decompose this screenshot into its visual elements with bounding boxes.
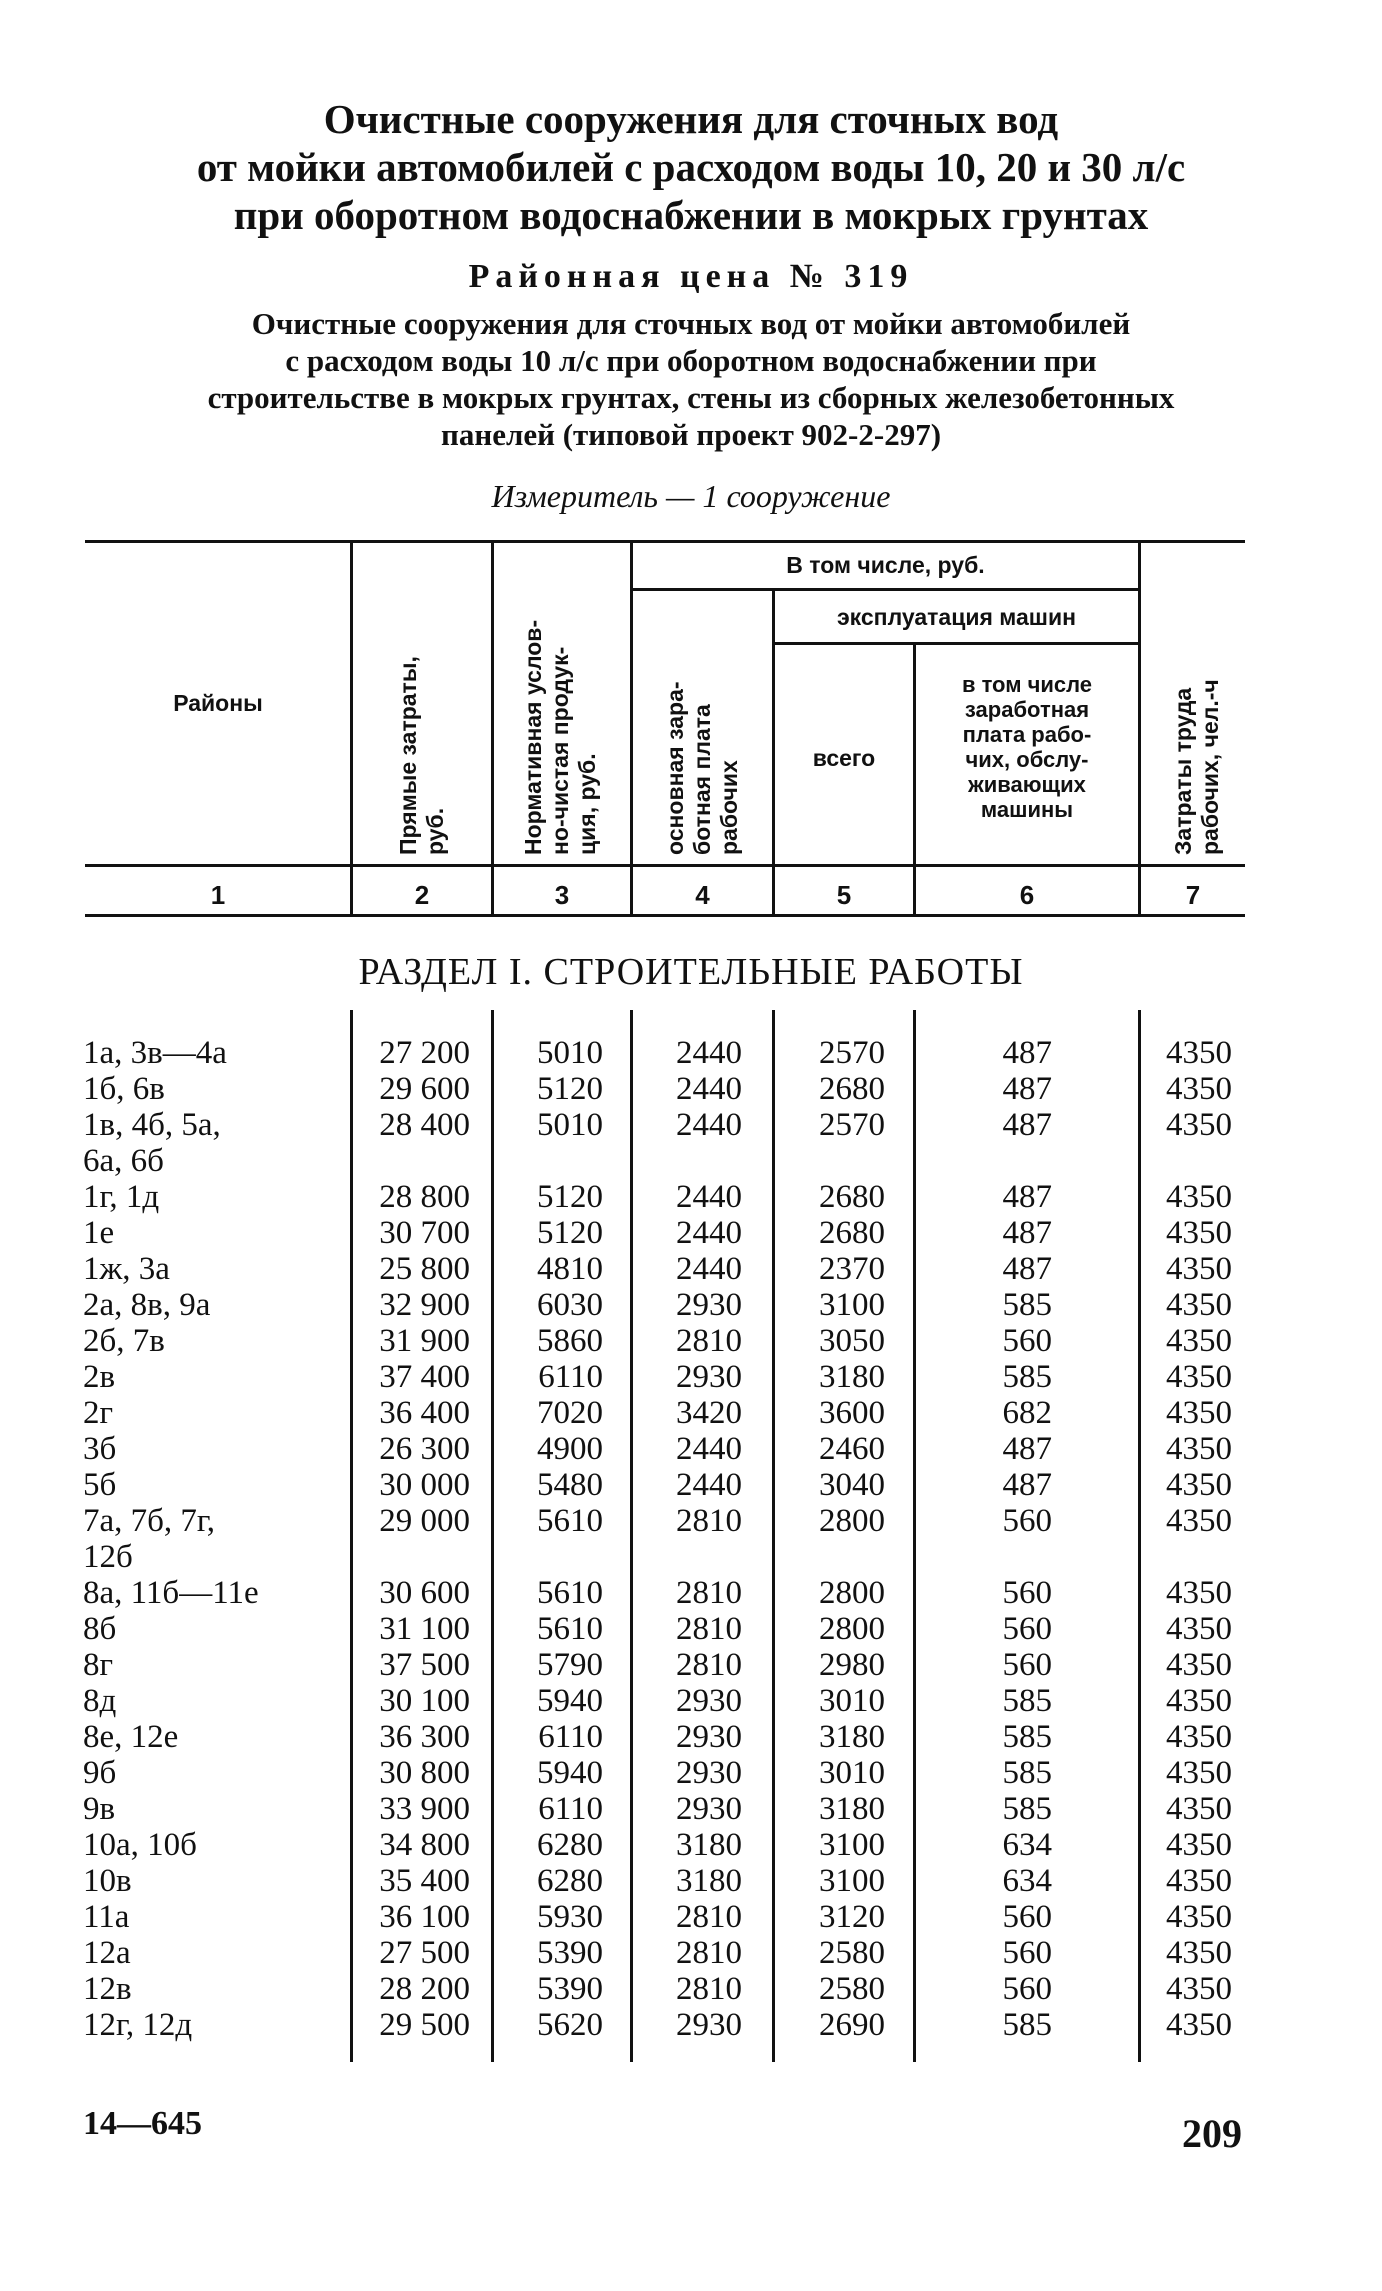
- table-row: [0, 1539, 1382, 1575]
- value-cell-c4: 2930: [676, 1683, 742, 1719]
- value-cell-c6: 560: [1002, 1899, 1052, 1935]
- value-cell-c6: 487: [1002, 1071, 1052, 1107]
- value-cell-c5: 2580: [819, 1935, 885, 1971]
- value-cell-c4: 2440: [676, 1431, 742, 1467]
- value-cell-c6: 585: [1002, 1755, 1052, 1791]
- value-cell-c5: 2690: [819, 2007, 885, 2043]
- table-row: [0, 1179, 1382, 1215]
- machines-rule: [775, 642, 1138, 645]
- value-cell-c4: 2440: [676, 1071, 742, 1107]
- including-rule: [633, 588, 1138, 591]
- value-cell-c6: 634: [1002, 1863, 1052, 1899]
- value-cell-c7: 4350: [1166, 1215, 1232, 1251]
- value-cell-c3: 6110: [538, 1719, 603, 1755]
- value-cell-c2: 30 100: [379, 1683, 470, 1719]
- value-cell-c6: 682: [1002, 1395, 1052, 1431]
- value-cell-c2: 26 300: [379, 1431, 470, 1467]
- value-cell-c7: 4350: [1166, 1863, 1232, 1899]
- header-divider: [630, 541, 633, 915]
- region-cell: 12а: [83, 1935, 131, 1971]
- table-row: [0, 1215, 1382, 1251]
- value-cell-c7: 4350: [1166, 1431, 1232, 1467]
- value-cell-c7: 4350: [1166, 1791, 1232, 1827]
- value-cell-c3: 4810: [537, 1251, 603, 1287]
- value-cell-c4: 2810: [676, 1935, 742, 1971]
- region-cell: 8д: [83, 1683, 117, 1719]
- table-row: [0, 1251, 1382, 1287]
- value-cell-c3: 4900: [537, 1431, 603, 1467]
- value-cell-c5: 2980: [819, 1647, 885, 1683]
- value-cell-c4: 2930: [676, 1791, 742, 1827]
- value-cell-c7: 4350: [1166, 1719, 1232, 1755]
- value-cell-c2: 29 600: [379, 1071, 470, 1107]
- region-cell: 5б: [83, 1467, 117, 1503]
- value-cell-c6: 560: [1002, 1935, 1052, 1971]
- column-number: 1: [210, 880, 226, 910]
- header-bottom-rule: [85, 864, 1245, 867]
- column-number: 2: [414, 880, 430, 910]
- table-row: [0, 1467, 1382, 1503]
- region-cell: 2б, 7в: [83, 1323, 165, 1359]
- value-cell-c5: 2800: [819, 1611, 885, 1647]
- region-cell: 11а: [83, 1899, 130, 1935]
- header-including-wage: в том числе заработная плата рабо- чих, обслу- живающих машины: [961, 672, 1093, 822]
- value-cell-c4: 2930: [676, 1755, 742, 1791]
- region-cell: 8е, 12е: [83, 1719, 179, 1755]
- value-cell-c2: 37 400: [379, 1359, 470, 1395]
- value-cell-c4: 2440: [676, 1179, 742, 1215]
- value-cell-c7: 4350: [1166, 1359, 1232, 1395]
- region-cell: 2а, 8в, 9а: [83, 1287, 211, 1323]
- value-cell-c6: 585: [1002, 1287, 1052, 1323]
- value-cell-c3: 5620: [537, 2007, 603, 2043]
- table-row: [0, 1971, 1382, 2007]
- value-cell-c5: 3010: [819, 1683, 885, 1719]
- value-cell-c7: 4350: [1166, 2007, 1232, 2043]
- value-cell-c3: 5930: [537, 1899, 603, 1935]
- table-row: [0, 1791, 1382, 1827]
- value-cell-c7: 4350: [1166, 1251, 1232, 1287]
- title-line: при оборотном водоснабжении в мокрых грунтах: [233, 192, 1149, 238]
- value-cell-c7: 4350: [1166, 1107, 1232, 1143]
- value-cell-c5: 3040: [819, 1467, 885, 1503]
- region-cell: 10в: [83, 1863, 132, 1899]
- value-cell-c2: 36 300: [379, 1719, 470, 1755]
- value-cell-c4: 2440: [676, 1107, 742, 1143]
- region-cell: 1в, 4б, 5а,: [83, 1107, 221, 1143]
- table-row: [0, 1107, 1382, 1143]
- value-cell-c5: 3600: [819, 1395, 885, 1431]
- value-cell-c6: 585: [1002, 1359, 1052, 1395]
- value-cell-c4: 2440: [676, 1035, 742, 1071]
- column-number: 3: [554, 880, 570, 910]
- value-cell-c2: 37 500: [379, 1647, 470, 1683]
- value-cell-c7: 4350: [1166, 1503, 1232, 1539]
- value-cell-c2: 25 800: [379, 1251, 470, 1287]
- value-cell-c5: 2680: [819, 1215, 885, 1251]
- table-row: [0, 1863, 1382, 1899]
- table-row: [0, 1143, 1382, 1179]
- value-cell-c7: 4350: [1166, 1899, 1232, 1935]
- value-cell-c4: 2810: [676, 1611, 742, 1647]
- value-cell-c6: 487: [1002, 1107, 1052, 1143]
- value-cell-c6: 560: [1002, 1647, 1052, 1683]
- region-cell: 1г, 1д: [83, 1179, 160, 1215]
- region-cell: 6а, 6б: [83, 1143, 164, 1179]
- value-cell-c2: 32 900: [379, 1287, 470, 1323]
- value-cell-c5: 2570: [819, 1107, 885, 1143]
- region-cell: 8б: [83, 1611, 117, 1647]
- value-cell-c7: 4350: [1166, 1323, 1232, 1359]
- value-cell-c5: 2800: [819, 1575, 885, 1611]
- subtitle-line: Очистные сооружения для сточных вод от мойки автомобилей: [251, 306, 1131, 341]
- value-cell-c3: 5120: [537, 1215, 603, 1251]
- value-cell-c5: 3100: [819, 1863, 885, 1899]
- value-cell-c5: 2680: [819, 1179, 885, 1215]
- data-table-body: [0, 1035, 1382, 2043]
- value-cell-c2: 28 200: [379, 1971, 470, 2007]
- table-subtitle: [80, 305, 1302, 453]
- value-cell-c2: 31 100: [379, 1611, 470, 1647]
- header-total: всего: [812, 745, 876, 771]
- header-direct-costs: Прямые затраты, руб.: [395, 656, 448, 855]
- value-cell-c7: 4350: [1166, 1395, 1232, 1431]
- value-cell-c2: 30 600: [379, 1575, 470, 1611]
- value-cell-c6: 634: [1002, 1827, 1052, 1863]
- value-cell-c6: 487: [1002, 1215, 1052, 1251]
- table-row: [0, 1683, 1382, 1719]
- value-cell-c3: 5390: [537, 1935, 603, 1971]
- value-cell-c3: 5120: [537, 1071, 603, 1107]
- value-cell-c6: 560: [1002, 1575, 1052, 1611]
- value-cell-c2: 34 800: [379, 1827, 470, 1863]
- header-base-wage: основная зара- ботная плата рабочих: [662, 681, 742, 855]
- value-cell-c5: 2460: [819, 1431, 885, 1467]
- value-cell-c6: 585: [1002, 2007, 1052, 2043]
- table-row: [0, 1755, 1382, 1791]
- subtitle-line: с расходом воды 10 л/с при оборотном водоснабжении при: [285, 343, 1097, 378]
- value-cell-c4: 3420: [676, 1395, 742, 1431]
- value-cell-c5: 2680: [819, 1071, 885, 1107]
- footer-code: 14—645: [83, 2105, 202, 2142]
- value-cell-c5: 3180: [819, 1359, 885, 1395]
- value-cell-c3: 6110: [538, 1359, 603, 1395]
- value-cell-c5: 2800: [819, 1503, 885, 1539]
- region-cell: 9б: [83, 1755, 117, 1791]
- value-cell-c2: 29 500: [379, 2007, 470, 2043]
- value-cell-c3: 6030: [537, 1287, 603, 1323]
- value-cell-c3: 5480: [537, 1467, 603, 1503]
- value-cell-c5: 2370: [819, 1251, 885, 1287]
- value-cell-c4: 2440: [676, 1251, 742, 1287]
- value-cell-c5: 3050: [819, 1323, 885, 1359]
- value-cell-c6: 487: [1002, 1431, 1052, 1467]
- region-cell: 12в: [83, 1971, 132, 2007]
- region-cell: 1е: [83, 1215, 115, 1251]
- region-cell: 8а, 11б—11е: [83, 1575, 259, 1611]
- value-cell-c3: 5610: [537, 1611, 603, 1647]
- value-cell-c7: 4350: [1166, 1035, 1232, 1071]
- value-cell-c4: 2930: [676, 1719, 742, 1755]
- value-cell-c3: 6280: [537, 1863, 603, 1899]
- value-cell-c2: 36 400: [379, 1395, 470, 1431]
- value-cell-c3: 5610: [537, 1503, 603, 1539]
- header-divider: [491, 541, 494, 915]
- value-cell-c2: 30 800: [379, 1755, 470, 1791]
- value-cell-c4: 2810: [676, 1647, 742, 1683]
- table-row: [0, 1287, 1382, 1323]
- column-number: 7: [1185, 880, 1201, 910]
- region-cell: 2в: [83, 1359, 116, 1395]
- region-cell: 1ж, 3а: [83, 1251, 170, 1287]
- header-normative-production: Нормативная услов- но-чистая продук- ция, руб.: [520, 619, 600, 855]
- value-cell-c5: 3100: [819, 1287, 885, 1323]
- value-cell-c3: 5010: [537, 1035, 603, 1071]
- table-row: [0, 1611, 1382, 1647]
- header-regions: Районы: [173, 690, 263, 716]
- value-cell-c6: 560: [1002, 1611, 1052, 1647]
- region-cell: 12г, 12д: [83, 2007, 193, 2043]
- value-cell-c5: 2580: [819, 1971, 885, 2007]
- title-line: Очистные сооружения для сточных вод: [323, 96, 1059, 142]
- table-row: [0, 1071, 1382, 1107]
- value-cell-c7: 4350: [1166, 1647, 1232, 1683]
- table-row: [0, 1719, 1382, 1755]
- header-top-rule: [85, 540, 1245, 543]
- region-cell: 2г: [83, 1395, 114, 1431]
- region-cell: 9в: [83, 1791, 116, 1827]
- header-labor-costs: Затраты труда рабочих, чел.-ч: [1170, 679, 1223, 855]
- value-cell-c6: 585: [1002, 1791, 1052, 1827]
- page-number: 209: [1182, 2111, 1242, 2156]
- value-cell-c3: 5390: [537, 1971, 603, 2007]
- value-cell-c3: 5860: [537, 1323, 603, 1359]
- value-cell-c7: 4350: [1166, 1179, 1232, 1215]
- value-cell-c7: 4350: [1166, 1611, 1232, 1647]
- value-cell-c4: 2810: [676, 1323, 742, 1359]
- value-cell-c2: 27 500: [379, 1935, 470, 1971]
- value-cell-c3: 5790: [537, 1647, 603, 1683]
- value-cell-c7: 4350: [1166, 1071, 1232, 1107]
- title-line: от мойки автомобилей с расходом воды 10, 20 и 30 л/с: [196, 144, 1186, 190]
- value-cell-c7: 4350: [1166, 1575, 1232, 1611]
- value-cell-c6: 585: [1002, 1719, 1052, 1755]
- header-including: В том числе, руб.: [786, 552, 985, 578]
- value-cell-c7: 4350: [1166, 1467, 1232, 1503]
- header-divider: [1138, 541, 1141, 915]
- value-cell-c2: 27 200: [379, 1035, 470, 1071]
- price-label: Районная цена № 319: [468, 258, 914, 295]
- section-title: РАЗДЕЛ I. СТРОИТЕЛЬНЫЕ РАБОТЫ: [358, 951, 1024, 993]
- value-cell-c6: 560: [1002, 1503, 1052, 1539]
- column-number: 4: [695, 880, 710, 910]
- region-cell: 7а, 7б, 7г,: [83, 1503, 215, 1539]
- table-row: [0, 1359, 1382, 1395]
- value-cell-c4: 2810: [676, 1503, 742, 1539]
- value-cell-c3: 5010: [537, 1107, 603, 1143]
- document-title: [80, 95, 1302, 239]
- table-row: [0, 1899, 1382, 1935]
- value-cell-c7: 4350: [1166, 1683, 1232, 1719]
- value-cell-c2: 29 000: [379, 1503, 470, 1539]
- region-cell: 12б: [83, 1539, 133, 1575]
- measure-unit: Измеритель — 1 сооружение: [491, 478, 891, 514]
- value-cell-c2: 36 100: [379, 1899, 470, 1935]
- value-cell-c5: 3120: [819, 1899, 885, 1935]
- table-row: [0, 2007, 1382, 2043]
- table-row: [0, 1431, 1382, 1467]
- value-cell-c7: 4350: [1166, 1971, 1232, 2007]
- table-row: [0, 1395, 1382, 1431]
- value-cell-c7: 4350: [1166, 1827, 1232, 1863]
- value-cell-c6: 487: [1002, 1251, 1052, 1287]
- value-cell-c4: 2930: [676, 2007, 742, 2043]
- region-cell: 1а, 3в—4а: [83, 1035, 227, 1071]
- value-cell-c3: 5120: [537, 1179, 603, 1215]
- region-cell: 8г: [83, 1647, 114, 1683]
- value-cell-c6: 487: [1002, 1467, 1052, 1503]
- value-cell-c2: 30 000: [379, 1467, 470, 1503]
- value-cell-c5: 2570: [819, 1035, 885, 1071]
- value-cell-c2: 35 400: [379, 1863, 470, 1899]
- region-cell: 3б: [83, 1431, 117, 1467]
- header-divider: [350, 541, 353, 915]
- value-cell-c6: 560: [1002, 1323, 1052, 1359]
- value-cell-c2: 33 900: [379, 1791, 470, 1827]
- value-cell-c3: 6280: [537, 1827, 603, 1863]
- value-cell-c3: 5940: [537, 1755, 603, 1791]
- value-cell-c3: 7020: [537, 1395, 603, 1431]
- table-row: [0, 1503, 1382, 1539]
- value-cell-c7: 4350: [1166, 1755, 1232, 1791]
- value-cell-c2: 28 400: [379, 1107, 470, 1143]
- value-cell-c5: 3100: [819, 1827, 885, 1863]
- value-cell-c4: 3180: [676, 1863, 742, 1899]
- region-cell: 10а, 10б: [83, 1827, 197, 1863]
- value-cell-c2: 28 800: [379, 1179, 470, 1215]
- value-cell-c4: 2810: [676, 1899, 742, 1935]
- subtitle-line: строительстве в мокрых грунтах, стены из сборных железобетонных: [207, 380, 1175, 415]
- value-cell-c6: 487: [1002, 1179, 1052, 1215]
- column-number: 6: [1019, 880, 1035, 910]
- table-row: [0, 1575, 1382, 1611]
- value-cell-c4: 2930: [676, 1287, 742, 1323]
- value-cell-c3: 5940: [537, 1683, 603, 1719]
- region-cell: 1б, 6в: [83, 1071, 165, 1107]
- value-cell-c6: 585: [1002, 1683, 1052, 1719]
- table-row: [0, 1935, 1382, 1971]
- table-row: [0, 1323, 1382, 1359]
- value-cell-c2: 31 900: [379, 1323, 470, 1359]
- value-cell-c6: 487: [1002, 1035, 1052, 1071]
- value-cell-c4: 2810: [676, 1575, 742, 1611]
- header-machine-operation: эксплуатация машин: [836, 604, 1077, 630]
- value-cell-c5: 3180: [819, 1719, 885, 1755]
- value-cell-c2: 30 700: [379, 1215, 470, 1251]
- value-cell-c4: 3180: [676, 1827, 742, 1863]
- value-cell-c5: 3010: [819, 1755, 885, 1791]
- value-cell-c3: 6110: [538, 1791, 603, 1827]
- value-cell-c3: 5610: [537, 1575, 603, 1611]
- value-cell-c7: 4350: [1166, 1287, 1232, 1323]
- number-row-rule: [85, 914, 1245, 917]
- table-row: [0, 1827, 1382, 1863]
- subtitle-line: панелей (типовой проект 902-2-297): [440, 417, 942, 452]
- table-row: [0, 1647, 1382, 1683]
- value-cell-c4: 2810: [676, 1971, 742, 2007]
- value-cell-c6: 560: [1002, 1971, 1052, 2007]
- value-cell-c5: 3180: [819, 1791, 885, 1827]
- column-number: 5: [836, 880, 852, 910]
- value-cell-c4: 2440: [676, 1467, 742, 1503]
- value-cell-c4: 2930: [676, 1359, 742, 1395]
- value-cell-c4: 2440: [676, 1215, 742, 1251]
- value-cell-c7: 4350: [1166, 1935, 1232, 1971]
- table-row: [0, 1035, 1382, 1071]
